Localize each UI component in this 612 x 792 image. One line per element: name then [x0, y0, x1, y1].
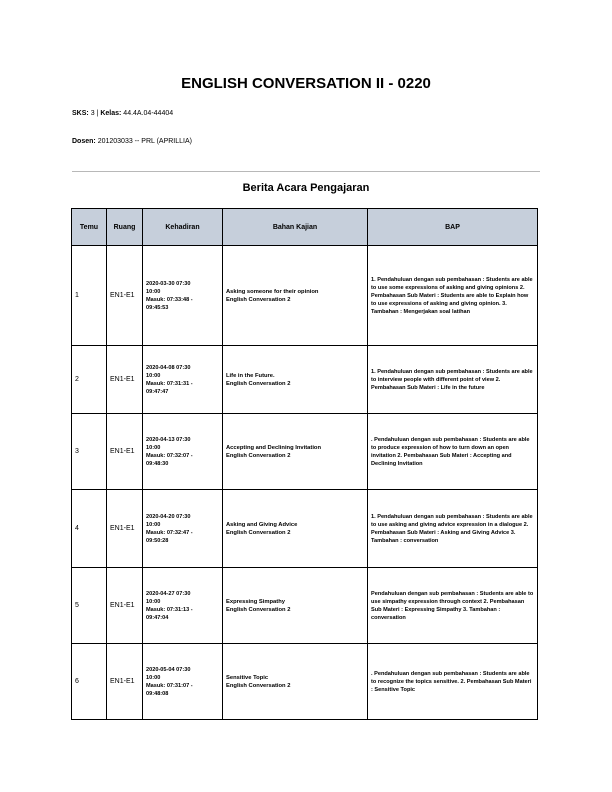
kehadiran-schedule: 2020-04-13 07:30	[146, 436, 191, 443]
cell-bahan-kajian	[223, 490, 368, 568]
cell-bap: Pendahuluan dengan sub pembahasan : Students are able to use simpathy expression through context 2. Pembahasan Sub Materi : Expressing Simpathy 3. Tambahan : conversation	[368, 568, 538, 644]
table-header-row	[72, 209, 538, 246]
kehadiran-masuk: Masuk: 07:31:31 -	[146, 380, 193, 387]
header-kehadiran: Kehadiran	[143, 209, 223, 246]
kehadiran-masuk: Masuk: 07:31:13 -	[146, 606, 193, 613]
dosen-value: 201203033 -- PRL (APRILLIA)	[97, 138, 192, 145]
bahan-topic: Sensitive Topic	[226, 674, 269, 681]
cell-bahan-kajian	[223, 346, 368, 414]
cell-bap: . Pendahuluan dengan sub pembahasan : Students are able to produce expression of how to turn down an open invitation 2. Pembahasan Sub Materi : Accepting and Declining Invitation	[368, 414, 538, 490]
table-row	[72, 490, 538, 568]
cell-bap: 1. Pendahuluan dengan sub pembahasan : Students are able to use some expressions of asking and giving opinions 2. Pembahasan Sub Materi : Students are able to Explain how to use expressions of asking and giving opinion. 3. Tambahan : Mengerjakan soal latihan	[368, 246, 538, 346]
cell-temu: 2	[72, 346, 107, 414]
cell-kehadiran	[143, 568, 223, 644]
bahan-course: English Conversation 2	[226, 682, 291, 689]
divider	[72, 171, 540, 172]
bahan-topic: Expressing Simpathy	[226, 598, 285, 605]
table-row	[72, 644, 538, 720]
kehadiran-end: 10:00	[146, 372, 161, 379]
kehadiran-schedule: 2020-05-04 07:30	[146, 666, 191, 673]
meta-separator: |	[96, 110, 99, 117]
course-meta-line	[72, 110, 173, 117]
kehadiran-schedule: 2020-04-20 07:30	[146, 513, 191, 520]
kehadiran-end: 10:00	[146, 288, 161, 295]
bahan-topic: Asking and Giving Advice	[226, 521, 298, 528]
bahan-course: English Conversation 2	[226, 380, 291, 387]
kehadiran-masuk: Masuk: 07:32:07 -	[146, 452, 193, 459]
cell-bahan-kajian	[223, 568, 368, 644]
cell-ruang: EN1-E1	[107, 346, 143, 414]
kehadiran-masuk: Masuk: 07:31:07 -	[146, 682, 193, 689]
cell-kehadiran	[143, 490, 223, 568]
header-temu: Temu	[72, 209, 107, 246]
cell-ruang: EN1-E1	[107, 490, 143, 568]
bahan-course: English Conversation 2	[226, 529, 291, 536]
sks-label: SKS:	[72, 110, 89, 117]
cell-ruang: EN1-E1	[107, 414, 143, 490]
cell-bap: . Pendahuluan dengan sub pembahasan : Students are able to recognize the topics sensitive. 2. Pembahasan Sub Materi : Sensitive Topic	[368, 644, 538, 720]
cell-kehadiran	[143, 246, 223, 346]
lecturer-line	[72, 138, 192, 145]
kehadiran-end: 10:00	[146, 598, 161, 605]
bahan-course: English Conversation 2	[226, 452, 291, 459]
cell-temu: 1	[72, 246, 107, 346]
cell-temu: 3	[72, 414, 107, 490]
course-title: ENGLISH CONVERSATION II - 0220	[181, 75, 431, 92]
cell-temu: 4	[72, 490, 107, 568]
kehadiran-end: 10:00	[146, 444, 161, 451]
kehadiran-keluar: 09:48:08	[146, 690, 169, 697]
dosen-label: Dosen:	[72, 138, 96, 145]
kelas-label: Kelas:	[100, 110, 122, 117]
sks-value: 3	[90, 110, 95, 117]
kehadiran-keluar: 09:50:28	[146, 537, 169, 544]
bahan-topic: Accepting and Declining Invitation	[226, 444, 322, 451]
table-row	[72, 246, 538, 346]
cell-kehadiran	[143, 644, 223, 720]
table-row	[72, 346, 538, 414]
table-row	[72, 414, 538, 490]
cell-temu: 5	[72, 568, 107, 644]
kehadiran-masuk: Masuk: 07:32:47 -	[146, 529, 193, 536]
bahan-topic: Life in the Future.	[226, 372, 275, 379]
header-bahan-kajian: Bahan Kajian	[223, 209, 368, 246]
bahan-course: English Conversation 2	[226, 296, 291, 303]
cell-bap: 1. Pendahuluan dengan sub pembahasan : Students are able to use asking and giving advice expression in a dialogue 2. Pembahasan Sub Materi : Asking and Giving Advice 3. Tambahan : conversation	[368, 490, 538, 568]
table-row	[72, 568, 538, 644]
cell-ruang: EN1-E1	[107, 246, 143, 346]
header-ruang: Ruang	[107, 209, 143, 246]
cell-temu: 6	[72, 644, 107, 720]
bahan-course: English Conversation 2	[226, 606, 291, 613]
kehadiran-schedule: 2020-04-27 07:30	[146, 590, 191, 597]
kehadiran-schedule: 2020-03-30 07:30	[146, 280, 191, 287]
kehadiran-keluar: 09:47:04	[146, 614, 169, 621]
kehadiran-masuk: Masuk: 07:33:48 -	[146, 296, 193, 303]
cell-ruang: EN1-E1	[107, 568, 143, 644]
kehadiran-end: 10:00	[146, 674, 161, 681]
kelas-value: 44.4A.04-44404	[123, 110, 174, 117]
cell-bahan-kajian	[223, 246, 368, 346]
cell-bahan-kajian	[223, 644, 368, 720]
cell-kehadiran	[143, 346, 223, 414]
cell-ruang: EN1-E1	[107, 644, 143, 720]
kehadiran-end: 10:00	[146, 521, 161, 528]
kehadiran-keluar: 09:45:53	[146, 304, 169, 311]
cell-kehadiran	[143, 414, 223, 490]
cell-bap: 1. Pendahuluan dengan sub pembahasan : Students are able to interview people with different point of view 2. Pembahasan Sub Materi : Life in the future	[368, 346, 538, 414]
kehadiran-keluar: 09:47:47	[146, 388, 169, 395]
kehadiran-schedule: 2020-04-08 07:30	[146, 364, 191, 371]
bahan-topic: Asking someone for their opinion	[226, 288, 319, 295]
section-title: Berita Acara Pengajaran	[242, 182, 370, 194]
teaching-report-table	[71, 208, 538, 720]
header-bap: BAP	[368, 209, 538, 246]
kehadiran-keluar: 09:48:30	[146, 460, 169, 467]
cell-bahan-kajian	[223, 414, 368, 490]
